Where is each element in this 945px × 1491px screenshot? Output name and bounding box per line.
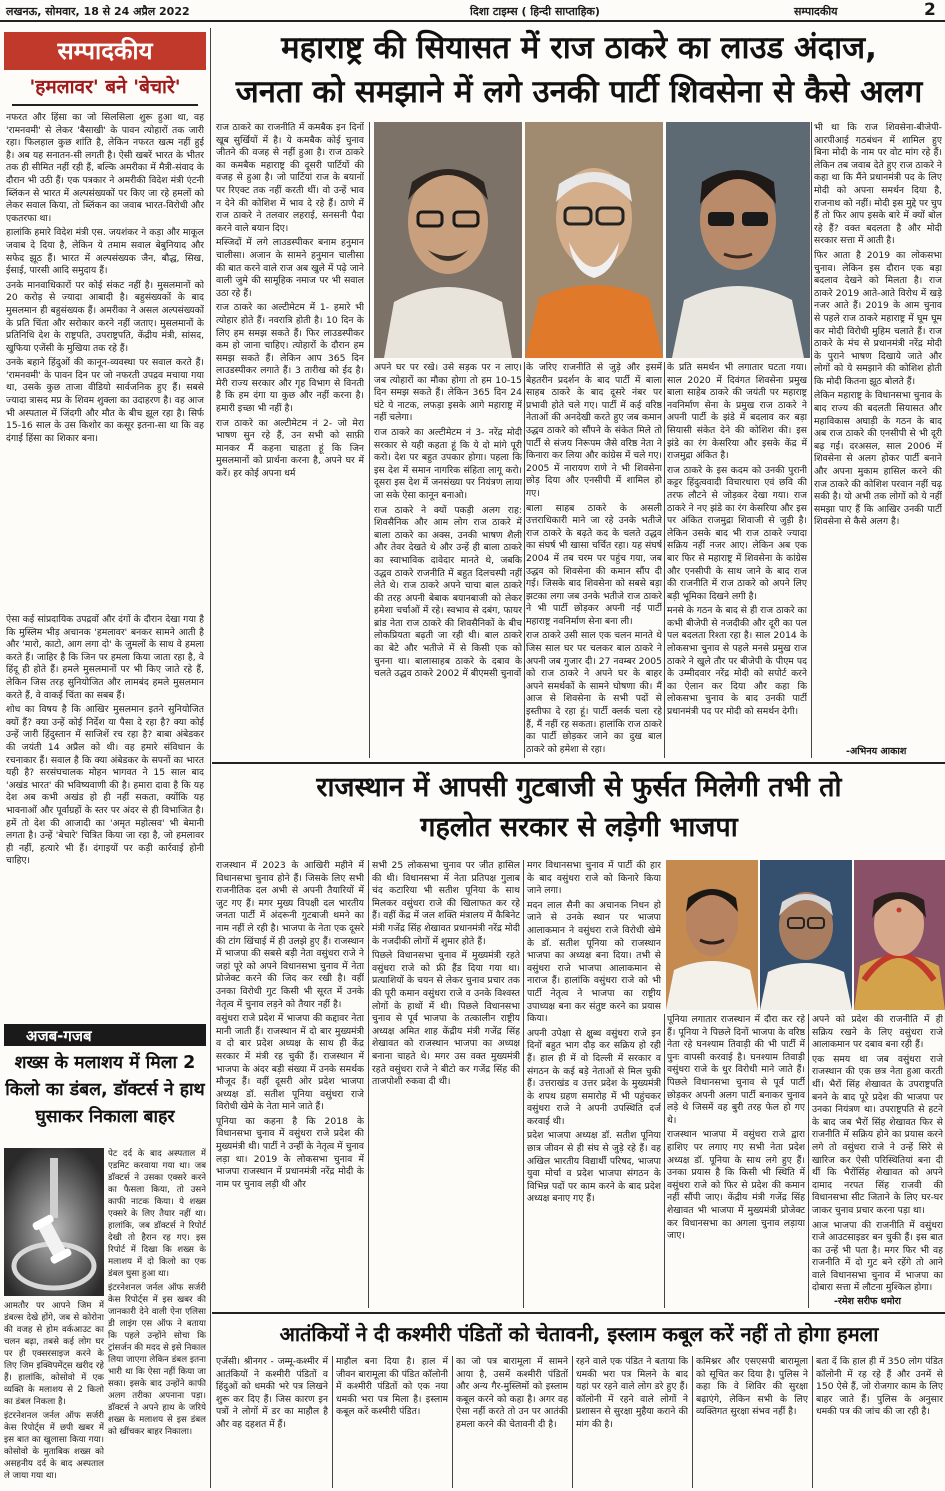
masthead [0,0,945,22]
rajasthan-headline-line-1: राजस्थान में आपसी गुटबाजी से फुर्सत मिलेगी तभी तो [316,772,842,803]
editorial-paragraph: ऐसा कई सांप्रदायिक उपद्रवों और दंगों के दौरान देखा गया है कि मुस्लिम भीड़ अचानक 'हमलावर' बनकर सामने आती है और 'मारो, काटो, आग लगा दो' के जुमलों के साथ वे हमला करते हैं। जाहिर है कि जिन पर हमला किया जाता रहा है, वे हिंदू ही होते हैं। हमले मुसलमानों पर भी किए जाते रहे हैं, लेकिन जिस तरह सुनियोजित और लामबंद हमले मुसलमान करते हैं, वे वाकई चिंता का सबब हैं। [6,614,204,701]
lead-paragraph: अपने घर पर रखे। उसे सड़क पर न लाए। जब त्योहारों का मौका होगा तो हम 10-15 दिन समझ सकते हैं। लेकिन 365 दिन 24 घंटे ये नाटक, लफड़ा इसके आगे महाराष्ट्र में नहीं चलेगा। [374,362,522,424]
lead-paragraph: मनसे के गठन के बाद से ही राज ठाकरे का कभी बीजेपी से नजदीकी और दूरी का पल पल बदलता रिश्ता रहा है। साल 2014 के लोकसभा चुनाव से पहले मनसे प्रमुख राज ठाकरे ने खुले तौर पर बीजेपी के पीएम पद के उम्मीदवार नरेंद्र मोदी को सपोर्ट करने का ऐलान कर दिया और कहा कि लोकसभा चुनाव के बाद उनकी पार्टी प्रधानमंत्री पद पर मोदी को समर्थन देगी। [667,605,807,718]
kashmir-paragraph: का जो पत्र बारामूला में सामने आया है, उसमें कश्मीरी पंडितों और अन्य गैर-मुस्लिमों को इस्लाम कबूल करने को कहा है। अगर वह ऐसा नहीं करते तो उन पर आतंकी हमला करने की चेतावनी दी है। [456,1356,568,1430]
rajasthan-paragraph: आज भाजपा की राजनीति में वसुंधरा राजे आउटसाइडर बन चुकी हैं। इस बात का उन्हें भी पता है। मगर फिर भी वह राजनीति में दो गुट बने रहेंगे तो आने वाले विधानसभा चुनाव में भाजपा का दोबारा सत्ता में लौटना मुश्किल होगा। [812,1219,943,1294]
rajasthan-paragraph: राजस्थान में 2023 के आखिरी महीने में विधानसभा चुनाव होने हैं। जिसके लिए सभी राजनीतिक दल अभी से अपनी तैयारियों में जुट गए हैं। मगर मुख्य विपक्षी दल भारतीय जनता पार्टी में अंदरूनी गुटबाजी थमने का नाम नहीं ले रही है। भाजपा के नेता एक दूसरे की टांग खिंचाई में ही उलझे हुए हैं। राजस्थान में भाजपा की सबसे बड़ी नेता वसुंधरा राजे ने जहां पूरे को अपने विधानसभा चुनाव में नेता प्रोजेक्ट करने की जिद कर रखी है। वहीं उनका विरोधी गुट किसी भी सूरत में उनके नेतृत्व में चुनाव लड़ने को तैयार नहीं है। [216,860,364,1010]
kashmir-rule [452,1356,453,1488]
editorial-divider [12,104,198,106]
lead-paragraph: के जरिए राजनीति से जुड़े और इसमें बेहतरीन प्रदर्शन के बाद पार्टी में बाला साहब ठाकरे के बाद दूसरे नंबर पर प्रभावी होते चले गए। पार्टी में कई वरिष्ठ नेताओं की अनदेखी करते हुए जब कमान उद्धव ठाकरे को सौंपने के संकेत मिले तो पार्टी से संजय निरूपम जैसे वरिष्ठ नेता ने किनारा कर लिया और कांग्रेस में चले गए। 2005 में नारायण राणे ने भी शिवसेना छोड़ दिया और एनसीपी में शामिल हो गए। [526,362,662,499]
rajasthan-paragraph: प्रदेश भाजपा अध्यक्ष डॉ. सतीश पूनिया छात्र जीवन से ही संघ से जुड़े रहे हैं। वह अखिल भारतीय विद्यार्थी परिषद, भाजपा युवा मोर्चा व प्रदेश भाजपा संगठन के विभिन्न पदों पर काम करने के बाद प्रदेश अध्यक्ष बनाए गए हैं। [527,1130,661,1205]
ajab-gajab-headline: शख्स के मलाशय में मिला 2 किलो का डंबल, डॉक्टर्स ने हाथ घुसाकर निकाला बाहर [5,1053,205,1127]
rajasthan-col-2 [372,860,520,1308]
kashmir-col-5 [696,1356,808,1488]
kashmir-headline: आतंकियों ने दी कश्मीरी पंडितों को चेतावनी, इस्लाम कबूल करें नहीं तो होगा हमला [279,1322,879,1346]
lead-paragraph: के प्रति समर्थन भी लगातार घटता गया। साल 2020 में दिवंगत शिवसेना प्रमुख बाला साहेब ठाकरे की जयंती पर महाराष्ट्र नवनिर्माण सेना के प्रमुख राज ठाकरे ने अपनी पार्टी के झंडे में बदलाव कर बड़ा सियासी संकेत देने की कोशिश की। इस झंडे का रंग केसरिया और इसके केंद्र में राजमुद्रा अंकित है। [667,362,807,462]
rajasthan-paragraph: मगर विधानसभा चुनाव में पार्टी की हार के बाद वसुंधरा राजे को किनारे किया जाने लगा। [527,860,661,897]
rajasthan-rule [368,860,369,1308]
rajasthan-paragraph: पूनिया का कहना है कि 2018 के विधानसभा चुनाव में वसुंधरा राजे प्रदेश की मुख्यमंत्री थी। पार्टी ने उन्हीं के नेतृत्व में चुनाव लड़ा था। 2019 के लोकसभा चुनाव में भाजपा राजस्थान में प्रधानमंत्री नरेंद्र मोदी के नाम पर चुनाव लड़ी थी और [216,1115,364,1190]
ajab-gajab-paragraph: इंटरनेशनल जर्नल ऑफ सर्जरी केस रिपोर्ट्स में इस खबर की जानकारी देने वाली ऐना एलिसा डी लाइंग एस ऑफ ने बताया कि पहले उन्होंने सोचा कि ट्रांसर्जन की मदद से इसे निकाल लिया जाएगा लेकिन डंबल इतना भारी था कि ऐसा नहीं किया जा सका। इसके बाद उन्होंने काफी अलग तरीका अपनाना पड़ा। डॉक्टर्स ने अपने हाथ के जरिये शख्स के मलाशय से इस डंबल को खींचकर बाहर निकाला। [108,1283,206,1437]
lead-col-1 [216,122,364,758]
rajasthan-byline: -रमेश सरीफ धमोरा [834,1296,902,1307]
section-divider [212,1312,945,1314]
rajasthan-paragraph: अपने को प्रदेश की राजनीति में ही सक्रिय रखने के लिए वसुंधरा राजे आलाकमान पर दबाव बना रही हैं। [812,1014,943,1051]
lead-rule [811,122,812,758]
lead-col-5 [814,122,942,742]
editorial-paragraph: नफरत और हिंसा का जो सिलसिला शुरू हुआ था, वह 'रामनवमी' से लेकर 'बैसाखी' के पावन त्योहारों तक जारी रहा। फिलहाल कुछ शांति है, लेकिन नफरत खत्म नहीं हुई है। अब यह सनातन-सी लगती है। ऐसी खबरें भारत के भीतर तक ही सीमित नहीं रही हैं, बल्कि अमरीका में मैत्री-संवाद के दौरान भी उठी हैं। एक पत्रकार ने अमरीकी विदेश मंत्री एंटनी ब्लिंकन से भारत में अल्पसंख्यकों पर किए जा रहे हमलों को लेकर सवाल किया, तो ब्लिंकन का जवाब भारत-विरोधी और एकतरफा था। [6,112,204,224]
rajasthan-paragraph: अपनी उपेक्षा से क्षुब्ध वसुंधरा राजे इन दिनों बहुत भाग दौड़ कर सक्रिय हो रही हैं। हाल ही में वो दिल्ली में सरकार व संगठन के कई बड़े नेताओं से मिल चुकी हैं। उत्तराखंड व उत्तर प्रदेश के मुख्यमंत्री के शपथ ग्रहण समारोह में भी पहुंचकर वसुंधरा राजे ने अपनी उपस्थिति दर्ज करवाई थी। [527,1027,661,1127]
ajab-gajab-paragraph: पेट दर्द के बाद अस्पताल में एडमिट करवाया गया था। जब डॉक्टर्स ने उसका एक्सरे करने का फैसला किया, तो उसने काफी नाटक किया। ये शख्स एक्सरे के लिए तैयार नहीं था। हालांकि, जब डॉक्टर्स ने रिपोर्ट देखी तो हैरान रह गए। इस रिपोर्ट में दिखा कि शख्स के मलाशय में दो किलो का एक डंबल घुसा हुआ था। [108,1149,206,1279]
kashmir-col-2 [336,1356,448,1488]
lead-rule [664,362,665,758]
raj-thackeray-photo [666,122,810,358]
lead-paragraph: राज ठाकरे का अल्टीमेटम में 1- हमारे भी त्योहार होते हैं। नवरात्रि होती है। 10 दिन के लिए हम समझ सकते हैं। फिर लाउडस्पीकर कम हो जाना चाहिए। त्योहारों के दौरान हम समझ सकते हैं। लेकिन आप 365 दिन लाउडस्पीकर लगाते हैं। 3 तारीख को ईद है। मेरी राज्य सरकार और गृह विभाग से विनती है कि हम दंगा या कुछ और नहीं करना है। हमारी इच्छा भी नहीं है। [216,302,364,415]
kashmir-paragraph: बता दें कि हाल ही में 350 लोग पंडित कॉलोनी में रह रहे हैं और उनमें से 150 ऐसे हैं, जो रोजगार काम के लिए बाहर जाते हैं। पुलिस के अनुसार धमकी पत्र की जांच की जा रही है। [816,1356,943,1418]
ajab-gajab-label-text: अजब-गजब [26,1027,92,1045]
bal-thackeray-photo [525,122,663,358]
kashmir-rule [572,1356,573,1488]
editorial-title: 'हमलावर' बने 'बेचारे' [29,76,181,98]
lead-paragraph: राज ठाकरे का अल्टीमेटम नं 3- नरेंद्र मोदी सरकार से यही कहता हूं कि ये दो मांगे पूरी करो। देश पर बहुत उपकार होगा। पहला कि इस देश में समान नागरिक संहिता लागू करो। दूसरा इस देश में जनसंख्या पर नियंत्रण लाया जा सके ऐसा कानून बनाओ। [374,426,522,501]
lead-paragraph: फिर आता है 2019 का लोकसभा चुनाव। लेकिन इस दौरान एक बड़ा बदलाव देखने को मिलता है। राज ठाकरे 2019 आते-आते विरोध में खड़े नजर आते हैं। 2019 के आम चुनाव से पहले राज ठाकरे महाराष्ट्र में घूम घूम कर मोदी विरोधी मुहिम चलाते हैं। राज ठाकरे के मंच से प्रधानमंत्री नरेंद्र मोदी के पुराने भाषण दिखाये जाते और लोगों को ये समझाने की कोशिश होती कि मोदी कितना झूठ बोलते हैं। [814,249,942,387]
kashmir-paragraph: कमिश्नर और एसएसपी बारामूला को सूचित कर दिया है। पुलिस ने कहा कि वे शिविर की सुरक्षा बढ़ाएंगे, लेकिन सभी के लिए व्यक्तिगत सुरक्षा संभव नहीं है। [696,1356,808,1418]
ajab-gajab-col-b [108,1148,206,1490]
rajasthan-rule [664,1014,665,1308]
lead-paragraph: भी था कि राज शिवसेना-बीजेपी-आरपीआई गठबंधन में शामिल हुए बिना मोदी के नाम पर वोट मांग रहे हैं। लेकिन तब जवाब देते हुए राज ठाकरे ने कहा था कि मैंने प्रधानमंत्री पद के लिए मोदी को अपना समर्थन दिया है, राजनाथ को नहीं। मोदी इस मुद्दे पर चुप हैं तो फिर आप इसके बारे में क्यों बोल रहे हैं? वक्त बदलता है और मोदी सरकार सत्ता में आती है। [814,122,942,247]
rajasthan-col-4 [667,1014,805,1308]
editorial-paragraph: शोध का विषय है कि आखिर मुसलमान इतने सुनियोजित क्यों हैं? क्या उन्हें कोई निर्देश या पैसा दे रहा है? क्या कोई उन्हें जारी हिंदुस्तान में साजिशें रच रहा है? बाबा अंबेडकर की जयंती 14 अप्रैल को थी। वह हमारे संविधान के रचनाकार हैं। सवाल है कि क्या अंबेडकर के सपनों का भारत यही है? सरसंघचालक मोहन भागवत ने 15 साल बाद 'अखंड भारत' की भविष्यवाणी की है। हमारा दावा है कि यह देश अब कभी अखंड हो ही नहीं सकता, क्योंकि यह भावनाओं और पूर्वाग्रहों के स्तर पर अंदर से ही विभाजित है। हमें तो देश की आजादी का 'अमृत महोत्सव' भी बेमानी लगता है। उन्हें 'बेचारे' चित्रित किया जा रहा है, जो हमलावर ही नहीं, हत्यारे भी हैं। दंगाइयों पर कड़ी कार्रवाई होनी चाहिए। [6,704,204,867]
kashmir-col-1 [216,1356,328,1488]
lead-rule [524,362,525,758]
lead-byline: -अभिनय आकाश [846,746,907,757]
rajasthan-rule [808,1014,809,1308]
lead-paragraph: राज ठाकरे का राजनीति में कमबैक इन दिनों खूब सुर्खियों में है। ये कमबैक कोई चुनाव जीतने की वजह से नहीं हुआ है। राज ठाकरे का कमबैक महाराष्ट्र की दूसरी पार्टियों की वजह से हुआ है। जो पार्टियां राज के बयानों पर रिएक्ट तक नहीं करती थीं। वो उन्हें भाव न देने की कोशिश में भाव दे रहे हैं। ठाणे में राज ठाकरे ने तलवार लहराई, सनसनी पैदा करने वाले बयान दिए। [216,122,364,234]
ajab-gajab-paragraph: आमतौर पर आपने जिम में डंबल्स देखे होंगे, जब से कोरोना की वजह से होम वर्कआउट का चलन बढ़ा, तबसे कई लोग घर पर ही एक्सरसाइज करने के लिए जिम इक्विपमेंट्स खरीद रहे हैं। हालांकि, कोसोवो में एक व्यक्ति के मलाशय से 2 किलो का डंबल निकला है। [4,1301,104,1407]
rajasthan-paragraph: सभी 25 लोकसभा चुनाव पर जीत हासिल की थी। विधानसभा में नेता प्रतिपक्ष गुलाब चंद कटारिया भी सतीश पूनिया के साथ मिलकर वसुंधरा राजे की खिलाफत कर रहे हैं। वहीं केंद्र में जल शक्ति मंत्रालय में कैबिनेट मंत्री गजेंद्र सिंह शेखावत प्रधानमंत्री नरेंद्र मोदी के नजदीकी लोगों में शुमार होते हैं। [372,860,520,947]
ajab-gajab-label [4,1024,206,1046]
page-number: 2 [924,0,936,20]
kashmir-rule [332,1356,333,1488]
ashok-gehlot-photo [760,860,852,1010]
masthead-section: सम्पादकीय [794,5,838,18]
ajab-gajab-paragraph: इंटरनेशनल जर्नल ऑफ सर्जरी केस रिपोर्ट्स में छपी खबर में इस बात का खुलासा किया गया। कोसोवो के मुताबिक शख्स को असहनीय दर्द के बाद अस्पताल ले जाया गया था। [4,1411,104,1481]
rajasthan-paragraph: पिछले विधानसभा चुनाव में मुख्यमंत्री रहते वसुंधरा राजे को फ्री हैंड दिया गया था। प्रत्याशियों के चयन से लेकर चुनाव प्रचार तक की पूरी कमान वसुंधरा राजे व उनके विश्वस्त लोगों के हाथों में थी। पिछले विधानसभा चुनाव से पूर्व भाजपा के तत्कालीन राष्ट्रीय अध्यक्ष अमित शाह केंद्रीय मंत्री गजेंद्र सिंह शेखावत को राजस्थान भाजपा का अध्यक्ष बनाना चाहते थे। मगर उस वक्त मुख्यमंत्री रहते वसुंधरा राजे ने बीटो कर गजेंद्र सिंह की ताजपोशी रुकवा दी थी। [372,950,520,1088]
editorial-paragraph: हालांकि हमारे विदेश मंत्री एस. जयशंकर ने कड़ा और माकूल जवाब दे दिया है, लेकिन ये तमाम सवाल बेबुनियाद और सफेद झूठ हैं। भारत में अल्पसंख्यक जैन, बौद्ध, सिख, ईसाई, पारसी आदि समुदाय हैं। [6,227,204,277]
lead-paragraph: राज ठाकरे उसी साल एक चलन मानते थे जिस साल घर पर चलकर बाल ठाकरे ने अपनी जब गुजार दी। 27 नवम्बर 2005 को राज ठाकरे ने अपने घर के बाहर अपने समर्थकों के सामने घोषणा की। मैं आज से शिवसेना के सभी पदों से इस्तीफा दे रहा हूं। पार्टी क्लर्क चला रहे हैं, मैं नहीं रह सकता। हालांकि राज ठाकरे का पार्टी छोड़कर जाने का दुख बाल ठाकरे को हमेशा से रहा। [526,630,662,755]
editorial-paragraph: उनके मानवाधिकारों पर कोई संकट नहीं है। मुसलमानों को 20 करोड़ से ज्यादा आबादी है। बहुसंख्यकों के बाद मुसलमान ही बहुसंख्यक हैं। अमरीका ने असल अल्पसंख्यकों के प्रति चिंता और सरोकार करने नहीं जताए। मुसलमानों के प्रतिनिधि देश के राष्ट्रपति, उपराष्ट्रपति, केंद्रीय मंत्री, सांसद, खुफिया एजेंसी के मुखिया तक रहे हैं। [6,279,204,354]
masthead-date: लखनऊ, सोमवार, 18 से 24 अप्रैल 2022 [6,5,190,18]
xray-photo [4,1148,104,1296]
editorial-body-continued [6,614,204,1024]
kashmir-paragraph: माहौल बना दिया है। हाल में जीवन बारामूला की पंडित कॉलोनी में कश्मीरी पंडितों को एक नया धमकी भरा पत्र मिला है। इस्लाम कबूल करें कश्मीरी पंडित। [336,1356,448,1418]
satish-poonia-photo [666,860,758,1010]
kashmir-col-6 [816,1356,943,1488]
kashmir-col-3 [456,1356,568,1488]
kashmir-rule [692,1356,693,1488]
kashmir-paragraph: एजेंसी। श्रीनगर - जम्मू-कश्मीर में आतंकियों ने कश्मीरी पंडितों व हिंदुओं को धमकी भरे पत्र लिखने शुरू कर दिए हैं। जिस कारण इन पत्रों ने लोगों में डर का माहौल है और वह दहशत में हैं। [216,1356,328,1430]
vasundhara-raje-photo [854,860,945,1010]
lead-col-4 [667,362,807,758]
uddhav-thackeray-photo [374,122,522,358]
left-column-rule [210,28,211,1488]
editorial-paragraph: उनके बहाने हिंदुओं की कानून-व्यवस्था पर सवाल करते हैं। 'रामनवमी' के पावन दिन पर जो नफरती उपद्रव मचाया गया था, उसके कुछ ताजा वीडियो सार्वजनिक हुए हैं। सबसे ज्यादा त्रासद मप्र के शिवम शुक्ला का उदाहरण है। वह आज भी अस्पताल में जिंदगी और मौत के बीच झूल रहा है। सिर्फ 15-16 साल के उस किशोर का कसूर इतना-सा था कि वह दंगाई हिंसा का शिकार बना। [6,357,204,444]
lead-col-2 [374,362,522,758]
lead-paragraph: राज ठाकरे ने क्यों पकड़ी अलग राह: शिवसैनिक और आम लोग राज ठाकरे में बाला ठाकरे का अक्स, उनकी भाषण शैली और तेवर देखते थे और उन्हें ही बाला ठाकरे का स्वाभाविक दावेदार मानते थे, जबकि उद्धव ठाकरे राजनीति में बहुत दिलचस्पी नहीं लेते थे। राज ठाकरे अपने चाचा बाल ठाकरे की तरह अपनी बेबाक बयानबाजी को लेकर हमेशा चर्चाओं में रहे। स्वभाव से दबंग, फायर ब्रांड नेता राज ठाकरे की शिवसैनिकों के बीच लोकप्रियता बढ़ती जा रही थी। बाल ठाकरे का बेटे और भतीजे में से किसी एक को चुनना था। बालासाहब ठाकरे के दबाव के चलते उद्धव ठाकरे 2002 में बीएमसी चुनावों [374,504,522,680]
rajasthan-paragraph: एक समय था जब वसुंधरा राजे राजस्थान की एक छत्र नेता हुआ करती थीं। भैरों सिंह शेखावत के उपराष्ट्रपति बनने के बाद पूरे प्रदेश की भाजपा पर उनका नियंत्रण था। उपराष्ट्रपति से हटने के बाद जब भैरों सिंह शेखावत फिर से राजनीति में सक्रिय होने का प्रयास करने लगे तो वसुंधरा राजे ने उन्हें सिरे से खारिज कर ऐसी परिस्थितियां बना दी थीं कि भैरोंसिंह शेखावत को अपने दामाद नरपत सिंह राजवी की विधानसभा सीट जिताने के लिए घर-घर जाकर चुनाव प्रचार करना पड़ा था। [812,1053,943,1216]
rajasthan-paragraph: वसुंधरा राजे प्रदेश में भाजपा की कद्दावर नेता मानी जाती हैं। राजस्थान में दो बार मुख्यमंत्री व दो बार प्रदेश अध्यक्ष के साथ ही केंद्र सरकार में मंत्री रह चुकी हैं। राजस्थान में भाजपा के अंदर बड़ी संख्या में उनके समर्थक मौजूद हैं। वहीं दूसरी ओर प्रदेश भाजपा अध्यक्ष डॉ. सतीश पूनिया वसुंधरा राजे विरोधी खेमे के नेता माने जाते हैं। [216,1013,364,1113]
editorial-banner [4,32,206,70]
lead-paragraph: राज ठाकरे के इस कदम को उनकी पुरानी कट्टर हिंदुत्ववादी विचारधारा एवं छवि की तरफ लौटने से जोड़कर देखा गया। राज ठाकरे ने नए झंडे का रंग केसरिया और इस पर अंकित राजमुद्रा शिवाजी से जुड़ी है। लेकिन उसके बाद भी राज ठाकरे ज्यादा सक्रिय नहीं नजर आए। लेकिन अब एक बार फिर से महाराष्ट्र में शिवसेना के कांग्रेस और एनसीपी के साथ जाने के बाद राज की राजनीति में राज ठाकरे को अपने लिए बड़ी भूमिका दिखने लगी है। [667,464,807,602]
lead-paragraph: राज ठाकरे का अल्टीमेटम नं 2- जो मेरा भाषण सुन रहे हैं, उन सभी को साफ़ी मानकर मैं कहना चाहता हूं कि जिन मुसलमानों को प्रार्थना करना है, अपने घर में करें। हर कोई अपना धर्म [216,417,364,480]
editorial-banner-text: सम्पादकीय [57,37,153,65]
rajasthan-col-5 [812,1014,943,1294]
lead-col-3 [526,362,662,758]
rajasthan-paragraph: राजस्थान भाजपा में वसुंधरा राजे द्वारा हाशिए पर लगाए गए सभी नेता प्रदेश अध्यक्ष डॉ. पूनिया के साथ लगे हुए हैं। उनका प्रयास है कि किसी भी स्थिति में वसुंधरा राजे को फिर से प्रदेश की कमान नहीं सौंपी जाए। केंद्रीय मंत्री गजेंद्र सिंह शेखावत भी भाजपा में मुख्यमंत्री प्रोजेक्ट कर विधानसभा का अगला चुनाव लड़ाया जाए। [667,1129,805,1242]
editorial-body [6,112,204,612]
rajasthan-rule [523,860,524,1308]
rajasthan-col-3 [527,860,661,1308]
rajasthan-paragraph: पूनिया लगातार राजस्थान में दौरा कर रहे हैं। पूनिया ने पिछले दिनों भाजपा के वरिष्ठ नेता रहे घनश्याम तिवाड़ी की भी पार्टी में पुनः वापसी करवाई है। घनश्याम तिवाड़ी वसुंधरा राजे के धुर विरोधी माने जाते हैं। पिछले विधानसभा चुनाव से पूर्व पार्टी छोड़कर अपनी अलग पार्टी बनाकर चुनाव लड़े थे जिसमें वह बुरी तरह फेल हो गए थे। [667,1014,805,1126]
kashmir-paragraph: रहने वाले एक पंडित ने बताया कि धमकी भरा पत्र मिलने के बाद यहां पर रहने वाले लोग डरे हुए हैं। कॉलोनी में रहने वाले लोगों ने प्रशासन से सुरक्षा मुहैया कराने की मांग की है। [576,1356,688,1430]
kashmir-rule [812,1356,813,1488]
lead-paragraph: बाला साहब ठाकरे के असली उत्तराधिकारी माने जा रहे उनके भतीजे राज ठाकरे के बढ़ते कद के चलते उद्धव का संघर्ष भी खासा चर्चित रहा। यह संघर्ष 2004 में तब चरम पर पहुंच गया, जब उद्धव को शिवसेना की कमान सौंप दी गई। जिसके बाद शिवसेना को सबसे बड़ा झटका लगा जब उनके भतीजे राज ठाकरे ने भी पार्टी छोड़कर अपनी नई पार्टी महाराष्ट्र नवनिर्माण सेना बना ली। [526,502,662,627]
lead-paragraph: लेकिन महाराष्ट्र के विधानसभा चुनाव के बाद राज्य की बदलती सियासत और महाविकास अघाड़ी के गठन के बाद अब राज ठाकरे की एनसीपी से भी दूरी बढ़ गई। दरअसल, साल 2006 में शिवसेना से अलग होकर पार्टी बनाने और अपना मुकाम हासिल करने की राज ठाकरे की कोशिश परवान नहीं चढ़ सकी है। यो अभी तक लोगों को ये नहीं समझा पाए हैं कि आखिर उनकी पार्टी शिवसेना से कैसे अलग है। [814,390,942,528]
rajasthan-paragraph: मदन लाल सैनी का अचानक निधन हो जाने से उनके स्थान पर भाजपा आलाकमान ने वसुंधरा राजे विरोधी खेमे के डॉ. सतीश पूनिया को राजस्थान भाजपा का अध्यक्ष बना दिया। तभी से वसुंधरा राजे भाजपा आलाकमान से नाराज हैं। हालांकि वसुंधरा राजे को भी पार्टी नेतृत्व ने भाजपा का राष्ट्रीय उपाध्यक्ष बना कर संतुष्ट करने का प्रयास किया। [527,899,661,1025]
section-divider [212,762,945,764]
lead-paragraph: मस्जिदों में लगे लाउडस्पीकर बनाम हनुमान चालीसा। अजान के सामने हनुमान चालीसा की बात करने वाले राज अब खुले में पढ़े जाने वाली जुमे की सामूहिक नमाज पर भी सवाल उठा रहे हैं। [216,237,364,299]
masthead-paper-name: दिशा टाइम्स ( हिन्दी साप्ताहिक) [470,5,600,18]
rajasthan-headline-line-2: गहलोत सरकार से लड़ेगी भाजपा [420,812,738,843]
rajasthan-col-1 [216,860,364,1308]
ajab-gajab-col-a [4,1300,104,1490]
lead-headline-line-1: महाराष्ट्र की सियासत में राज ठाकरे का लाउड अंदाज, [281,30,877,66]
lead-rule [369,122,370,758]
lead-headline-line-2: जनता को समझाने में लगे उनकी पार्टी शिवसेना से कैसे अलग [235,74,923,110]
kashmir-col-4 [576,1356,688,1488]
